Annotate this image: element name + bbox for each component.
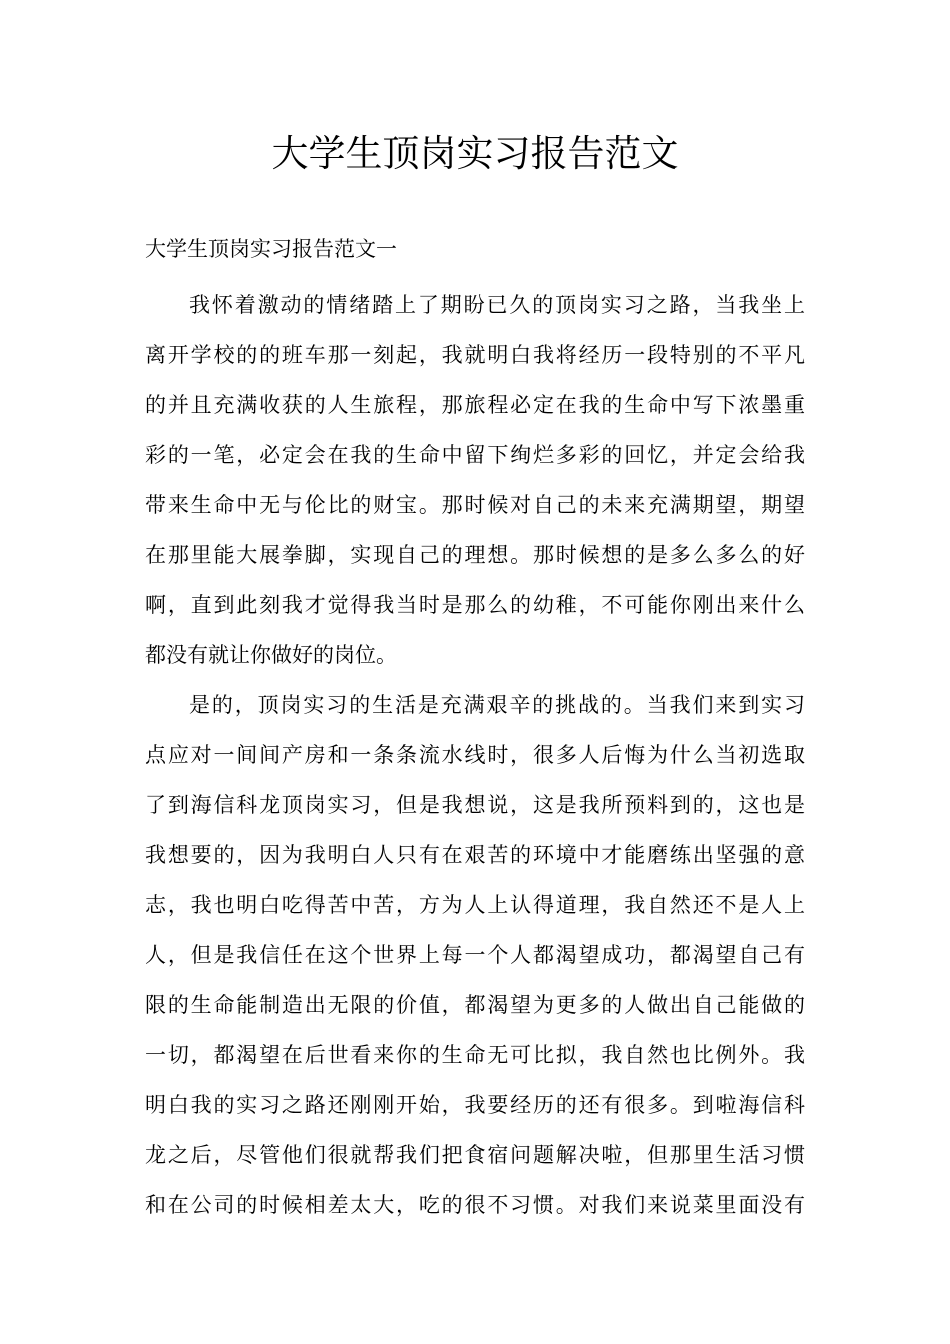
- paragraph-2-line: 志，我也明白吃得苦中苦，方为人上认得道理，我自然还不是人上: [145, 893, 805, 917]
- paragraph-2-line: 点应对一间间产房和一条条流水线时，很多人后悔为什么当初选取: [145, 743, 805, 767]
- paragraph-1-line: 我怀着激动的情绪踏上了期盼已久的顶岗实习之路，当我坐上: [189, 293, 805, 317]
- paragraph-1-line: 带来生命中无与伦比的财宝。那时候对自己的未来充满期望，期望: [145, 493, 805, 517]
- paragraph-1-line: 离开学校的的班车那一刻起，我就明白我将经历一段特别的不平凡: [145, 343, 805, 367]
- paragraph-1-line: 啊，直到此刻我才觉得我当时是那么的幼稚，不可能你刚出来什么: [145, 593, 805, 617]
- document-title: 大学生顶岗实习报告范文: [271, 132, 679, 175]
- paragraph-1-line: 的并且充满收获的人生旅程，那旅程必定在我的生命中写下浓墨重: [145, 393, 805, 417]
- section-heading: 大学生顶岗实习报告范文一: [145, 237, 397, 261]
- paragraph-2-line: 人，但是我信任在这个世界上每一个人都渴望成功，都渴望自己有: [145, 943, 805, 967]
- paragraph-2-line: 和在公司的时候相差太大，吃的很不习惯。对我们来说菜里面没有: [145, 1193, 805, 1217]
- paragraph-2-line: 龙之后，尽管他们很就帮我们把食宿问题解决啦，但那里生活习惯: [145, 1143, 805, 1167]
- paragraph-1-line: 彩的一笔，必定会在我的生命中留下绚烂多彩的回忆，并定会给我: [145, 443, 805, 467]
- paragraph-2-line: 明白我的实习之路还刚刚开始，我要经历的还有很多。到啦海信科: [145, 1093, 805, 1117]
- paragraph-2-line: 是的，顶岗实习的生活是充满艰辛的挑战的。当我们来到实习: [189, 693, 805, 717]
- paragraph-2-line: 一切，都渴望在后世看来你的生命无可比拟，我自然也比例外。我: [145, 1043, 805, 1067]
- paragraph-2-line: 我想要的，因为我明白人只有在艰苦的环境中才能磨练出坚强的意: [145, 843, 805, 867]
- paragraph-2-line: 了到海信科龙顶岗实习，但是我想说，这是我所预料到的，这也是: [145, 793, 805, 817]
- document-body: [145, 280, 805, 1230]
- paragraph-2-line: 限的生命能制造出无限的价值，都渴望为更多的人做出自己能做的: [145, 993, 805, 1017]
- paragraph-1-line: 在那里能大展拳脚，实现自己的理想。那时候想的是多么多么的好: [145, 543, 805, 567]
- paragraph-1-line: 都没有就让你做好的岗位。: [145, 643, 397, 667]
